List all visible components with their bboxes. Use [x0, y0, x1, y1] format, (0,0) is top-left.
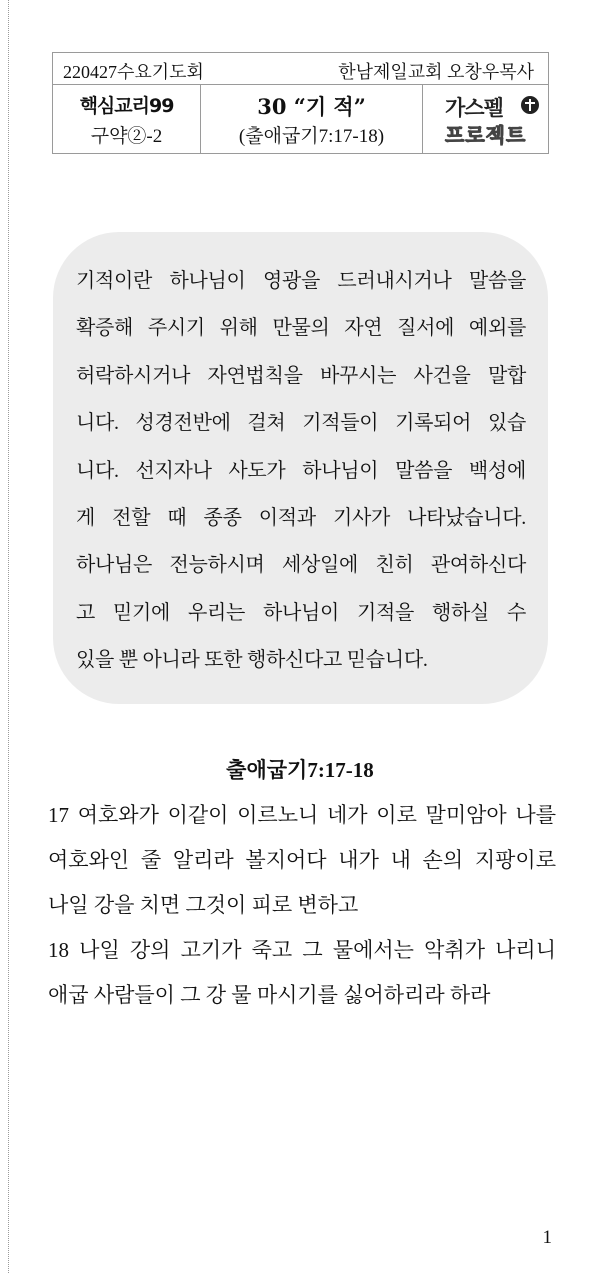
verse-line: 애굽 사람들이 그 강 물 마시기를 싫어하리라 하라	[48, 983, 491, 1007]
header-table	[52, 52, 549, 154]
page-margin-rule	[8, 0, 9, 1273]
header-top-row	[53, 53, 548, 85]
summary-line: 허락하시거나 자연법칙을 바꾸시는 사건을 말합	[76, 364, 526, 387]
church-pastor-label: 한남제일교회 오창우목사	[338, 62, 534, 82]
series-title: 핵심교리99	[79, 95, 174, 117]
summary-line: 니다. 성경전반에 걸쳐 기적들이 기록되어 있습	[76, 412, 526, 435]
series-subtitle: 구약②-2	[90, 126, 163, 147]
summary-line: 확증해 주시기 위해 만물의 자연 질서에 예외를	[76, 317, 526, 340]
summary-line: 기적이란 하나님이 영광을 드러내시거나 말씀을	[76, 270, 526, 292]
summary-line: 하나님은 전능하시며 세상일에 친히 관여하신다	[76, 554, 526, 577]
brand-line-2: 프로젝트	[445, 123, 527, 147]
summary-line: 고 믿기에 우리는 하나님이 기적을 행하실 수	[76, 601, 526, 624]
scripture-reference: (출애굽기7:17-18)	[238, 126, 385, 147]
summary-line: 게 전할 때 종종 이적과 기사가 나타났습니다.	[76, 507, 526, 530]
verse-line: 나일 강을 치면 그것이 피로 변하고	[48, 893, 359, 917]
summary-paragraph	[76, 258, 526, 685]
brand-logo	[423, 85, 548, 154]
cross-icon	[521, 96, 539, 114]
page-number: 1	[542, 1227, 552, 1248]
verse-line: 18 나일 강의 고기가 죽고 그 물에서는 악취가 나리니	[48, 938, 556, 962]
passage-heading: 출애굽기7:17-18	[226, 758, 374, 782]
brand-line-1: 가스펠	[445, 96, 503, 120]
summary-box	[53, 232, 548, 704]
date-event-label: 220427수요기도회	[63, 62, 204, 82]
series-cell	[53, 85, 201, 154]
verse-line: 여호와인 줄 알리라 볼지어다 내가 내 손의 지팡이로	[48, 848, 556, 872]
verse-line: 17 여호와가 이같이 이르노니 네가 이로 말미암아 나를	[48, 803, 556, 827]
lesson-cell	[201, 85, 423, 154]
lesson-title: 30 “기 적”	[257, 94, 366, 119]
summary-line: 있을 뿐 아니라 또한 행하신다고 믿습니다.	[76, 649, 428, 672]
summary-line: 니다. 선지자나 사도가 하나님이 말씀을 백성에	[76, 459, 526, 482]
passage-text	[48, 793, 556, 1018]
